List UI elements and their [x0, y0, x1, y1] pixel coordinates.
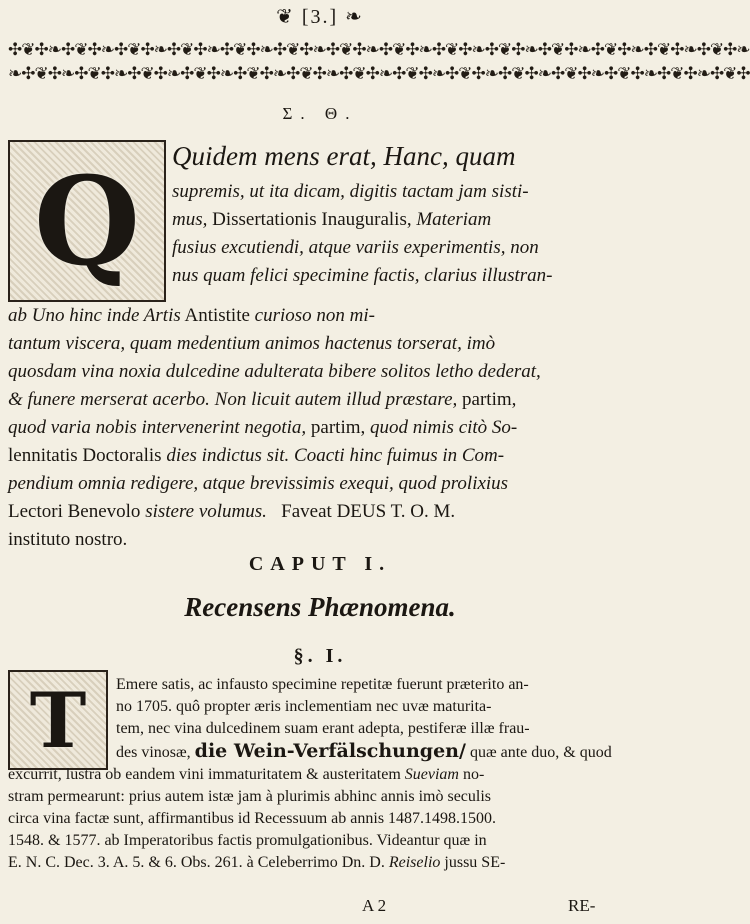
fleuron-right-icon: ❧ — [345, 6, 364, 28]
text-line: no 1705. quô propter æris inclementiam nec uvæ maturita- — [116, 698, 492, 715]
initial-letter: Q — [33, 149, 141, 293]
text-line: quosdam vina noxia dulcedine adulterata bibere solitos letho dederat, — [8, 361, 541, 382]
decorated-initial-q — [8, 140, 166, 302]
text-line: stram permearunt: prius autem istæ jam à plurimis abhinc annis imò seculis — [8, 788, 492, 805]
ornamental-border-top: ✣❦✣❧✣❦✣❧✣❦✣❧✣❦✣❧✣❦✣❧✣❦✣❧✣❦✣❧✣❦✣❧✣❦✣❧✣❦✣❧✣❦✣❧✣❦✣❧✣❦✣❧✣❦✣❧ — [8, 40, 750, 59]
catchword: RE- — [568, 896, 596, 915]
text-line: 1548. & 1577. ab Imperatoribus factis promulgationibus. Videantur quæ in — [8, 832, 487, 849]
text-line: des vinosæ, die Wein-Verfälschungen/ quæ ante duo, & quod — [116, 740, 612, 762]
chapter-heading: CAPUT I. — [248, 553, 392, 575]
text-line: & funere merserat acerbo. Non licuit autem illud præstare, partim, — [8, 389, 517, 410]
text-line: lennitatis Doctoralis dies indictus sit. Coacti hinc fuimus in Com- — [8, 445, 505, 466]
text-line: tantum viscera, quam medentium animos hactenus torserat, imò — [8, 333, 496, 354]
text-line: circa vina factæ sunt, affirmantibus id Recessuum ab annis 1487.1498.1500. — [8, 810, 497, 827]
text-line: mus, Dissertationis Inauguralis, Materiam — [172, 209, 492, 230]
text-line: Lectori Benevolo sistere volumus. Faveat DEUS T. O. M. — [8, 501, 456, 522]
text-line: ab Uno hinc inde Artis Antistite curioso non mi- — [8, 305, 375, 326]
text-line: quod varia nobis intervenerint negotia, partim, quod nimis citò So- — [8, 417, 518, 438]
signature-mark: A 2 — [362, 896, 387, 915]
text-line: Emere satis, ac infausto specimine repetitæ fuerunt præterito an- — [116, 676, 529, 693]
decorated-initial-t — [8, 670, 108, 770]
fleuron-left-icon: ❦ — [276, 6, 295, 28]
page-signature: [3.] — [301, 6, 339, 28]
text-line: pendium omnia redigere, atque brevissimis exequi, quod prolixius — [8, 473, 509, 494]
text-line: fusius excutiendi, atque variis experimentis, non — [172, 237, 539, 258]
chapter-title: Recensens Phænomena. — [184, 592, 456, 622]
text-line: instituto nostro. — [8, 529, 128, 550]
initial-letter: T — [29, 675, 87, 765]
text-line: excurrit, lustra ob eandem vini immaturitatem & austeritatem Sueviam no- — [8, 766, 485, 783]
paragraph-number: §. I. — [293, 645, 347, 667]
text-line: E. N. C. Dec. 3. A. 5. & 6. Obs. 261. à Celeberrimo Dn. D. Reiselio jussu SE- — [8, 854, 506, 871]
page-header — [0, 4, 640, 29]
text-line: tem, nec vina dulcedinem suam erant adepta, pestiferæ illæ frau- — [116, 720, 530, 737]
section-heading: Σ. Θ. — [282, 104, 358, 123]
ornamental-border-bottom: ❧✣❦✣❧✣❦✣❧✣❦✣❧✣❦✣❧✣❦✣❧✣❦✣❧✣❦✣❧✣❦✣❧✣❦✣❧✣❦✣❧✣❦✣❧✣❦✣❧✣❦✣❧✣❦✣ — [8, 64, 750, 83]
text-line: Quidem mens erat, Hanc, quam — [172, 141, 516, 171]
text-line: supremis, ut ita dicam, digitis tactam jam sisti- — [172, 181, 529, 202]
text-line: nus quam felici specimine factis, clarius illustran- — [172, 265, 553, 286]
